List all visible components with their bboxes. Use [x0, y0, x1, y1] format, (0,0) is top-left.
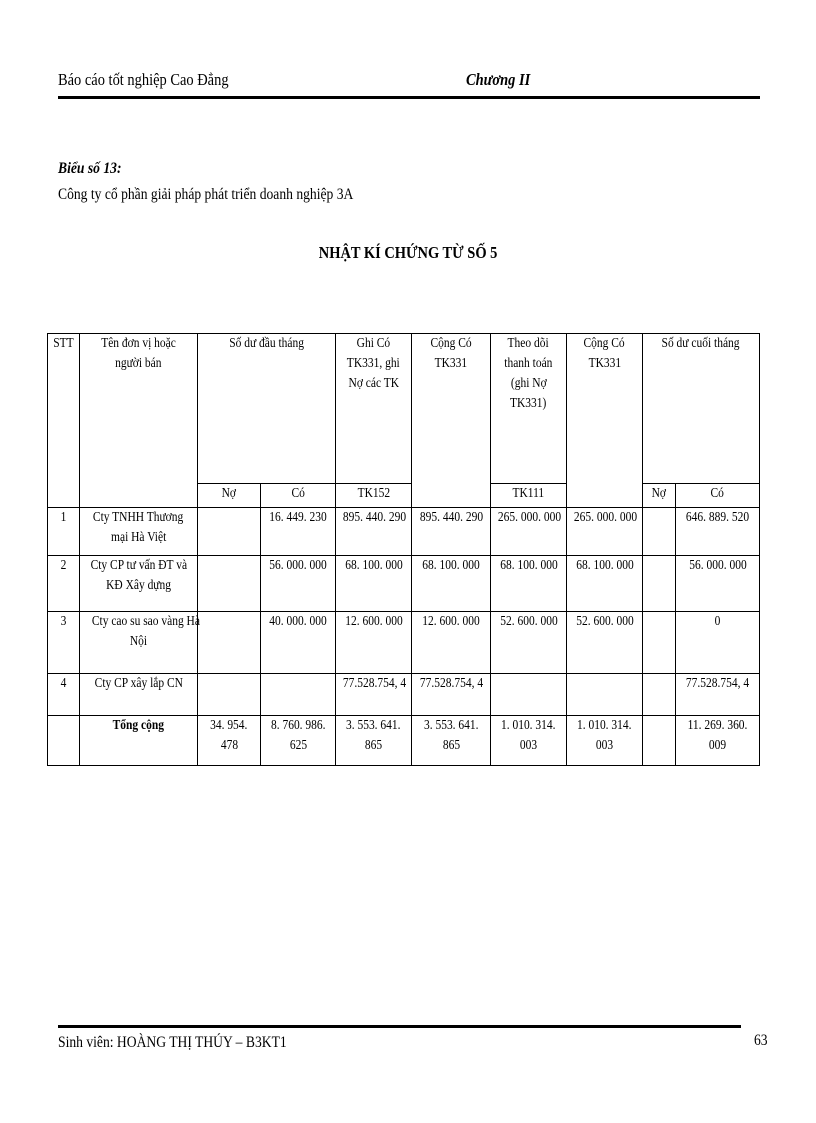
- cell-open-no: [198, 612, 261, 674]
- cell-cong-co2: [567, 556, 643, 612]
- document-title-text: NHẬT KÍ CHỨNG TỪ SỐ 5: [318, 243, 498, 262]
- cell-total-close-no: [643, 716, 676, 766]
- total-cong-co2-l1: 1. 010. 314.: [577, 718, 632, 733]
- name-header-l1: Tên đơn vị hoặc: [101, 336, 176, 351]
- payment-header-l1: Theo dõi: [507, 336, 550, 351]
- total-open-co-l1: 8. 760. 986.: [270, 718, 326, 733]
- cell-close-co: [676, 612, 760, 674]
- cell-close-no: [643, 508, 676, 556]
- col-payment-header: [491, 334, 567, 484]
- open-co-value: 40. 000. 000: [269, 614, 327, 629]
- col-credit-header: [336, 334, 412, 484]
- header-row-1: [48, 334, 760, 484]
- tk152-value: 77.528.754, 4: [342, 676, 407, 691]
- total-close-co-l1: 11. 269. 360.: [687, 718, 748, 733]
- cell-open-co: [261, 674, 336, 716]
- cell-total-label: [80, 716, 198, 766]
- cell-open-co: [261, 612, 336, 674]
- col-stt-header: [48, 334, 80, 508]
- cell-stt: [48, 556, 80, 612]
- cell-tk152: [336, 612, 412, 674]
- total-credit-header-l2: TK331: [434, 356, 468, 371]
- col-close-debit: [643, 484, 676, 508]
- cell-stt: [48, 674, 80, 716]
- tk111-value: 265. 000. 000: [497, 510, 562, 525]
- total-open-co-l2: 625: [289, 738, 307, 753]
- total-tk152-l2: 865: [364, 738, 383, 753]
- cell-tk111: [491, 556, 567, 612]
- total-open-no-l2: 478: [220, 738, 238, 753]
- cell-cong-co: [412, 508, 491, 556]
- total-label: Tổng cộng: [112, 718, 165, 733]
- tk152-value: 68. 100. 000: [344, 558, 403, 573]
- name-l1: Cty CP tư vấn ĐT và: [90, 558, 188, 573]
- tk111-value: 68. 100. 000: [499, 558, 558, 573]
- header-left-title: Báo cáo tốt nghiệp Cao Đẳng: [58, 70, 229, 89]
- col-tk111: [491, 484, 567, 508]
- col-opening-header: [198, 334, 336, 484]
- open-credit-label: Có: [291, 486, 305, 501]
- table-row: [48, 612, 760, 674]
- cell-total-open-no: [198, 716, 261, 766]
- opening-label: Số dư đầu tháng: [229, 336, 304, 351]
- cell-total-cong-co: [412, 716, 491, 766]
- col-tk152: [336, 484, 412, 508]
- header-rule: [58, 96, 760, 99]
- document-title: [0, 243, 816, 263]
- name-l1: Cty cao su sao vàng Hà: [91, 614, 200, 629]
- cell-total-tk152: [336, 716, 412, 766]
- credit-header-l1: Ghi Có: [356, 336, 391, 351]
- cell-cong-co2: [567, 674, 643, 716]
- cell-cong-co2: [567, 508, 643, 556]
- cell-open-no: [198, 556, 261, 612]
- cell-tk152: [336, 674, 412, 716]
- name-l2: mại Hà Việt: [110, 530, 167, 545]
- col-total-credit-header: [412, 334, 491, 508]
- total-cong-co-l2: 865: [442, 738, 460, 753]
- stt-label: STT: [53, 336, 74, 351]
- stt-value: 4: [60, 676, 67, 691]
- cell-tk111: [491, 612, 567, 674]
- table-row: [48, 556, 760, 612]
- open-co-value: 16. 449. 230: [269, 510, 327, 525]
- cell-name: [80, 556, 198, 612]
- tk152-value: 12. 600. 000: [344, 614, 403, 629]
- footer-rule: [58, 1025, 741, 1028]
- form-label: Biểu số 13:: [58, 160, 122, 177]
- cell-total-tk111: [491, 716, 567, 766]
- cell-close-co: [676, 508, 760, 556]
- payment-header-l2: thanh toán: [504, 356, 553, 371]
- col-name-header: [80, 334, 198, 508]
- cell-open-no: [198, 508, 261, 556]
- cell-close-no: [643, 556, 676, 612]
- payment-header-l3: (ghi Nợ: [510, 376, 547, 391]
- stt-value: 3: [60, 614, 67, 629]
- open-co-value: 56. 000. 000: [269, 558, 327, 573]
- close-co-value: 56. 000. 000: [688, 558, 747, 573]
- close-co-value: 0: [714, 614, 721, 629]
- total-credit2-header-l2: TK331: [588, 356, 621, 371]
- col-open-debit: [198, 484, 261, 508]
- cell-name: [80, 612, 198, 674]
- closing-label: Số dư cuối tháng: [662, 336, 741, 351]
- cell-stt-empty: [48, 716, 80, 766]
- tk152-value: 895. 440. 290: [342, 510, 407, 525]
- total-row: [48, 716, 760, 766]
- total-credit2-header-l1: Cộng Có: [583, 336, 626, 351]
- cong-co-value: 68. 100. 000: [422, 558, 480, 573]
- total-cong-co-l1: 3. 553. 641.: [423, 718, 479, 733]
- header-chapter: Chương II: [466, 70, 531, 89]
- cong-co2-value: 68. 100. 000: [575, 558, 634, 573]
- stt-value: 2: [60, 558, 67, 573]
- tk152-label: TK152: [357, 486, 390, 501]
- cell-tk111: [491, 508, 567, 556]
- cong-co-value: 895. 440. 290: [419, 510, 483, 525]
- tk111-label: TK111: [512, 486, 545, 501]
- close-debit-label: Nợ: [651, 486, 667, 501]
- cong-co-value: 12. 600. 000: [422, 614, 480, 629]
- name-l2: Nội: [129, 634, 148, 649]
- ledger-table: [47, 333, 760, 766]
- total-tk152-l1: 3. 553. 641.: [346, 718, 401, 733]
- col-total-credit2-header: [567, 334, 643, 508]
- name-l1: Cty CP xây lắp CN: [94, 676, 183, 691]
- tk111-value: 52. 600. 000: [499, 614, 558, 629]
- total-cong-co2-l2: 003: [595, 738, 614, 753]
- total-tk111-l2: 003: [519, 738, 538, 753]
- stt-value: 1: [60, 510, 67, 525]
- cell-close-no: [643, 612, 676, 674]
- cell-total-close-co: [676, 716, 760, 766]
- total-open-no-l1: 34. 954.: [210, 718, 248, 733]
- cell-name: [80, 674, 198, 716]
- close-credit-label: Có: [710, 486, 725, 501]
- cong-co2-value: 265. 000. 000: [573, 510, 638, 525]
- cell-open-co: [261, 508, 336, 556]
- table-row: [48, 674, 760, 716]
- cell-close-co: [676, 674, 760, 716]
- cell-cong-co: [412, 612, 491, 674]
- cell-cong-co: [412, 674, 491, 716]
- cell-close-co: [676, 556, 760, 612]
- cell-stt: [48, 508, 80, 556]
- cell-tk152: [336, 556, 412, 612]
- cong-co-value: 77.528.754, 4: [419, 676, 483, 691]
- cong-co2-value: 52. 600. 000: [575, 614, 634, 629]
- name-header-l2: người bán: [115, 356, 162, 371]
- cell-name: [80, 508, 198, 556]
- cell-cong-co: [412, 556, 491, 612]
- cell-tk152: [336, 508, 412, 556]
- total-credit-header-l1: Cộng Có: [430, 336, 472, 351]
- cell-total-open-co: [261, 716, 336, 766]
- cell-stt: [48, 612, 80, 674]
- table-row: [48, 508, 760, 556]
- total-tk111-l1: 1. 010. 314.: [501, 718, 556, 733]
- page-number: 63: [754, 1032, 768, 1049]
- cell-cong-co2: [567, 612, 643, 674]
- credit-header-l2: TK331, ghi: [347, 356, 400, 371]
- close-co-value: 77.528.754, 4: [685, 676, 750, 691]
- company-name: Công ty cổ phần giải pháp phát triển doanh nghiệp 3A: [58, 186, 354, 203]
- name-l1: Cty TNHH Thương: [93, 510, 184, 525]
- close-co-value: 646. 889. 520: [685, 510, 750, 525]
- open-debit-label: Nợ: [221, 486, 237, 501]
- cell-open-co: [261, 556, 336, 612]
- col-closing-header: [643, 334, 760, 484]
- cell-close-no: [643, 674, 676, 716]
- col-open-credit: [261, 484, 336, 508]
- name-l2: KĐ Xây dựng: [106, 578, 171, 593]
- cell-total-cong-co2: [567, 716, 643, 766]
- cell-open-no: [198, 674, 261, 716]
- col-close-credit: [676, 484, 760, 508]
- cell-tk111: [491, 674, 567, 716]
- footer-student: Sinh viên: HOÀNG THỊ THÚY – B3KT1: [58, 1034, 287, 1051]
- total-close-co-l2: 009: [708, 738, 727, 753]
- payment-header-l4: TK331): [510, 396, 547, 411]
- credit-header-l3: Nợ các TK: [348, 376, 399, 391]
